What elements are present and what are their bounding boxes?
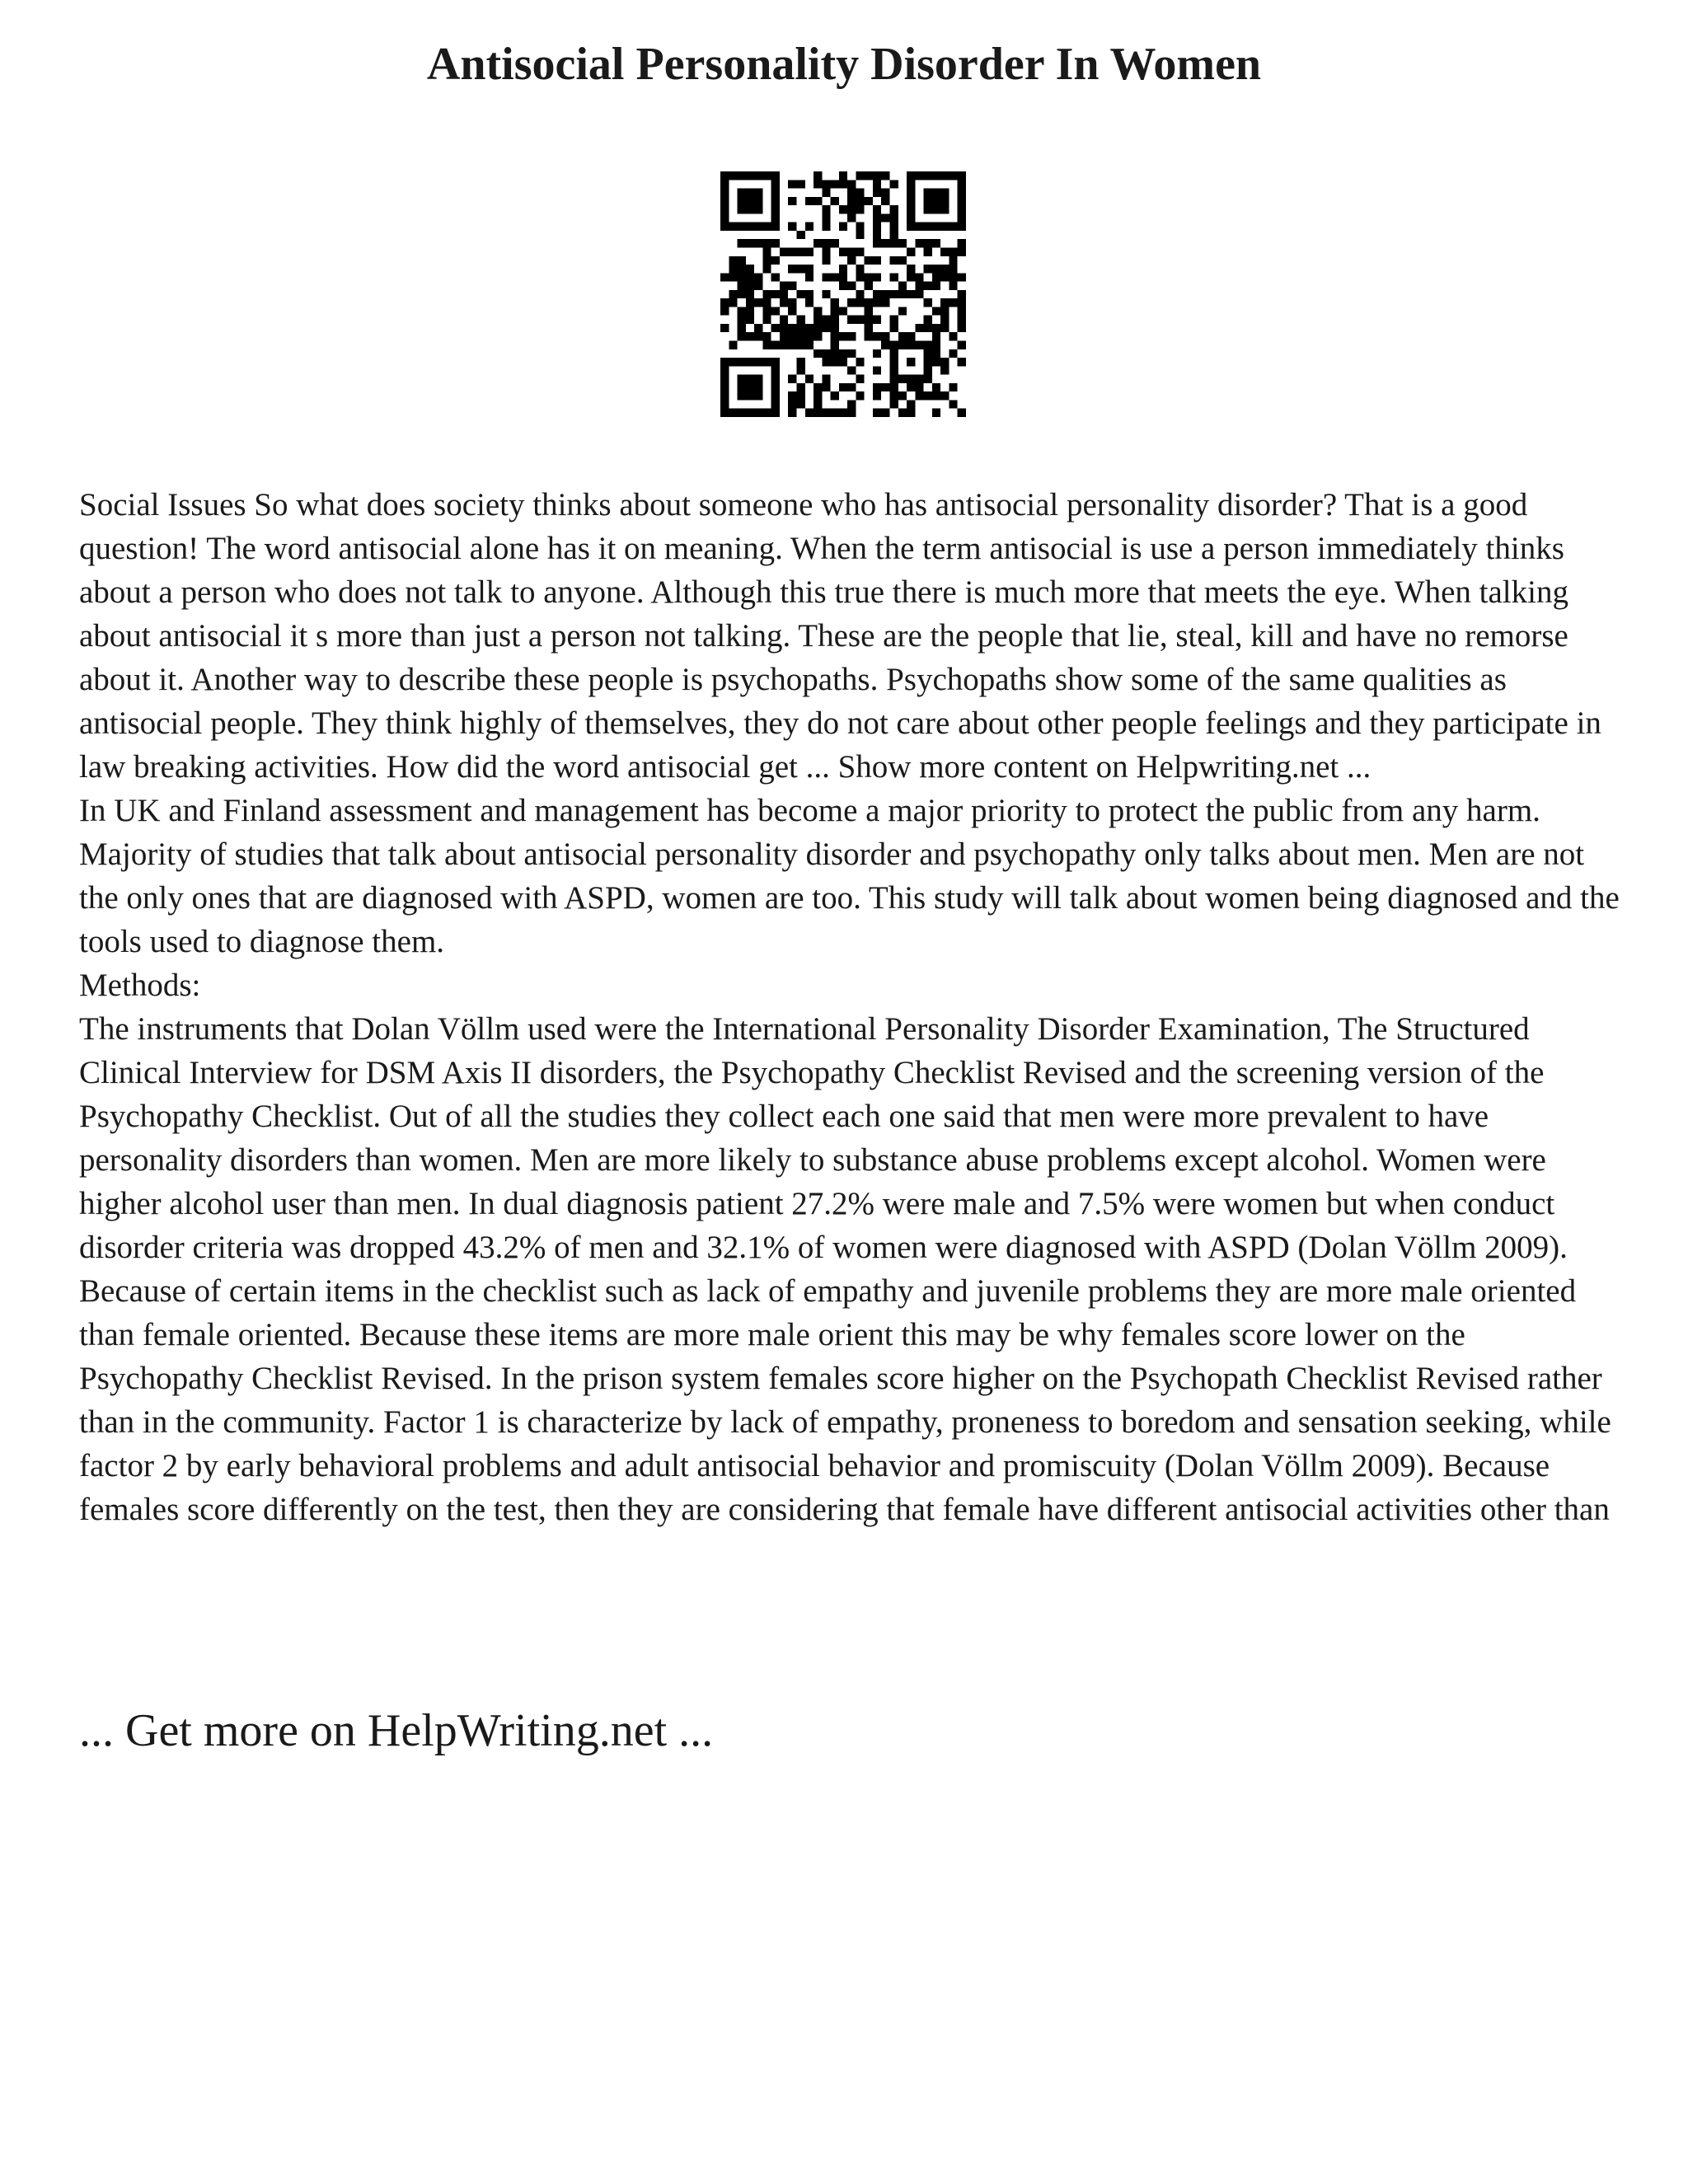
- get-more-link[interactable]: ... Get more on HelpWriting.net ...: [79, 1705, 714, 1756]
- section-heading: Methods:: [79, 968, 201, 1003]
- paragraph: Social Issues So what does society thinks about someone who has antisocial personality disorder? That is a good question! The word antisocial alone has it on meaning. When the term antisocial is use a person immediately thinks about a person who does not talk to anyone. Although this true there is much more that meets the eye. When talking about antisocial it s more than just a person not talking. These are the people that lie, steal, kill and have no remorse about it. Another way to describe these people is psychopaths. Psychopaths show some of the same qualities as antisocial people. They think highly of themselves, they do not care about other people feelings and they participate in law breaking activities. How did the word antisocial get ... Show more content on Helpwriting.net ...: [79, 487, 1601, 785]
- paragraph: The instruments that Dolan Völlm used were the International Personality Disorder Examination, The Structured Clinical Interview for DSM Axis II disorders, the Psychopathy Checklist Revised and the screening version of the Psychopathy Checklist. Out of all the studies they collect each one said that men were more prevalent to have personality disorders than women. Men are more likely to substance abuse problems except alcohol. Women were higher alcohol user than men. In dual diagnosis patient 27.2% were male and 7.5% were women but when conduct disorder criteria was dropped 43.2% of men and 32.1% of women were diagnosed with ASPD (Dolan Völlm 2009). Because of certain items in the checklist such as lack of empathy and juvenile problems they are more male oriented than female oriented. Because these items are more male orient this may be why females score lower on the Psychopathy Checklist Revised. In the prison system females score higher on the Psychopath Checklist Revised rather than in the community. Factor 1 is characterize by lack of empathy, proneness to boredom and sensation seeking, while factor 2 by early behavioral problems and adult antisocial behavior and promiscuity (Dolan Völlm 2009). Because females score differently on the test, then they are considering that female have different antisocial activities other than: [79, 1011, 1611, 1527]
- page-title: Antisocial Personality Disorder In Women: [426, 39, 1262, 90]
- paragraph: In UK and Finland assessment and management has become a major priority to protect the public from any harm. Majority of studies that talk about antisocial personality disorder and psychopathy only talks about men. Men are not the only ones that are diagnosed with ASPD, women are too. This study will talk about women being diagnosed and the tools used to diagnose them.: [79, 793, 1620, 959]
- qr-code-icon[interactable]: [720, 171, 966, 417]
- article-body: [79, 483, 1629, 1531]
